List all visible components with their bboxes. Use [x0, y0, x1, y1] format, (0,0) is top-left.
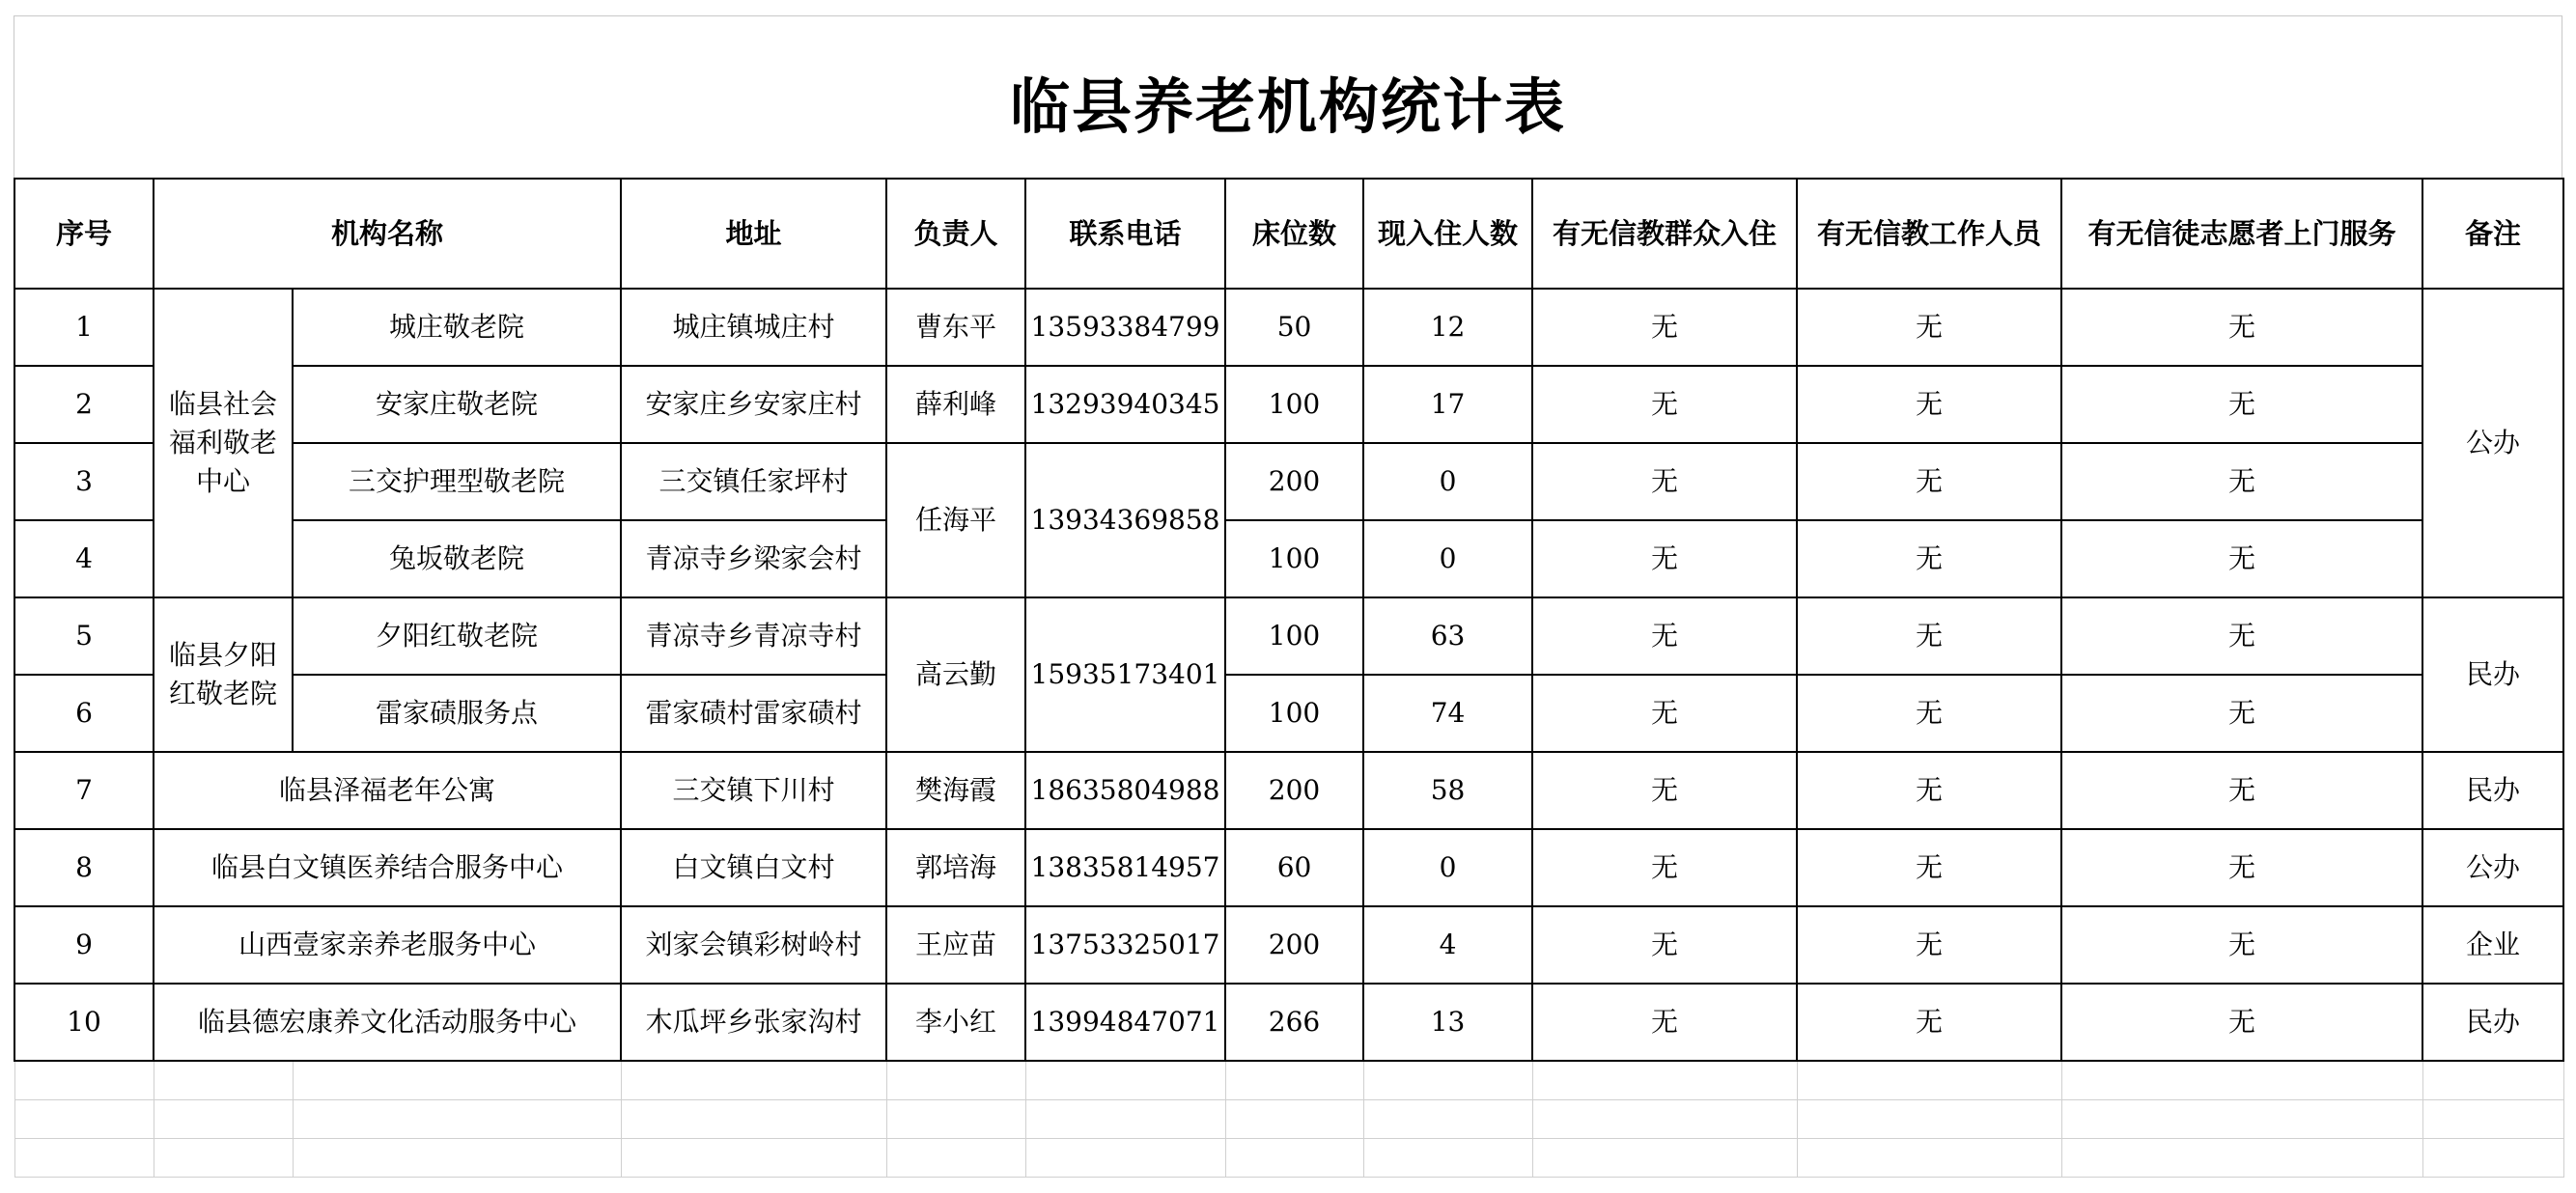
cell-name[interactable]: 三交护理型敬老院: [293, 443, 621, 520]
header-row: [14, 179, 2563, 289]
empty-cell[interactable]: [1225, 1099, 1363, 1138]
cell-name[interactable]: 安家庄敬老院: [293, 366, 621, 443]
cell-volunteer-service[interactable]: 无: [2061, 829, 2422, 906]
cell-phone[interactable]: 13994847071: [1025, 984, 1225, 1061]
cell-religious-residents[interactable]: 无: [1532, 443, 1797, 520]
cell-religious-residents[interactable]: 无: [1532, 752, 1797, 829]
cell-name[interactable]: 临县德宏康养文化活动服务中心: [154, 984, 621, 1061]
cell-address[interactable]: 木瓜坪乡张家沟村: [621, 984, 886, 1061]
cell-beds[interactable]: 100: [1225, 366, 1363, 443]
cell-manager[interactable]: 李小红: [886, 984, 1025, 1061]
cell-address[interactable]: 三交镇任家坪村: [621, 443, 886, 520]
page-title: 临县养老机构统计表: [1009, 71, 1566, 142]
empty-cell[interactable]: [2061, 1061, 2422, 1099]
cell-manager[interactable]: 任海平: [886, 443, 1025, 597]
cell-religious-residents[interactable]: 无: [1532, 366, 1797, 443]
cell-address[interactable]: 城庄镇城庄村: [621, 289, 886, 366]
cell-no[interactable]: 9: [14, 906, 154, 984]
empty-row: [14, 1099, 2563, 1138]
empty-cell[interactable]: [1797, 1061, 2061, 1099]
cell-religious-staff[interactable]: 无: [1797, 906, 2061, 984]
header-cell[interactable]: 有无信徒志愿者上门服务: [2061, 179, 2422, 289]
cell-address[interactable]: 青凉寺乡青凉寺村: [621, 597, 886, 675]
cell-phone[interactable]: 13293940345: [1025, 366, 1225, 443]
cell-no[interactable]: 7: [14, 752, 154, 829]
empty-cell[interactable]: [2061, 1099, 2422, 1138]
cell-phone[interactable]: 18635804988: [1025, 752, 1225, 829]
empty-cell[interactable]: [14, 1061, 154, 1099]
cell-religious-residents[interactable]: 无: [1532, 984, 1797, 1061]
cell-name[interactable]: 兔坂敬老院: [293, 520, 621, 597]
cell-religious-residents[interactable]: 无: [1532, 520, 1797, 597]
empty-cell[interactable]: [154, 1099, 293, 1138]
cell-name[interactable]: 临县白文镇医养结合服务中心: [154, 829, 621, 906]
cell-religious-staff[interactable]: 无: [1797, 520, 2061, 597]
cell-no[interactable]: 10: [14, 984, 154, 1061]
table-row: [14, 906, 2563, 984]
cell-no[interactable]: 2: [14, 366, 154, 443]
header-cell[interactable]: 现入住人数: [1363, 179, 1532, 289]
cell-religious-staff[interactable]: 无: [1797, 443, 2061, 520]
cell-religious-staff[interactable]: 无: [1797, 289, 2061, 366]
header-cell[interactable]: 床位数: [1225, 179, 1363, 289]
table-row: [14, 984, 2563, 1061]
header-cell[interactable]: 机构名称: [154, 179, 621, 289]
cell-phone[interactable]: 13593384799: [1025, 289, 1225, 366]
empty-cell[interactable]: [293, 1061, 621, 1099]
empty-cell[interactable]: [1363, 1061, 1532, 1099]
empty-row: [14, 1061, 2563, 1099]
cell-religious-staff[interactable]: 无: [1797, 675, 2061, 752]
empty-cell[interactable]: [886, 1099, 1025, 1138]
cell-address[interactable]: 刘家会镇彩树岭村: [621, 906, 886, 984]
cell-manager[interactable]: 樊海霞: [886, 752, 1025, 829]
cell-religious-residents[interactable]: 无: [1532, 675, 1797, 752]
cell-address[interactable]: 安家庄乡安家庄村: [621, 366, 886, 443]
cell-name[interactable]: 夕阳红敬老院: [293, 597, 621, 675]
cell-phone[interactable]: 13753325017: [1025, 906, 1225, 984]
cell-name[interactable]: 雷家碛服务点: [293, 675, 621, 752]
cell-religious-staff[interactable]: 无: [1797, 984, 2061, 1061]
table-row: [14, 443, 2563, 520]
cell-no[interactable]: 1: [14, 289, 154, 366]
cell-volunteer-service[interactable]: 无: [2061, 289, 2422, 366]
empty-row: [14, 1138, 2563, 1177]
cell-beds[interactable]: 60: [1225, 829, 1363, 906]
cell-religious-staff[interactable]: 无: [1797, 366, 2061, 443]
cell-residents[interactable]: 58: [1363, 752, 1532, 829]
table-row: [14, 752, 2563, 829]
cell-residents[interactable]: 17: [1363, 366, 1532, 443]
cell-address[interactable]: 三交镇下川村: [621, 752, 886, 829]
cell-beds[interactable]: 200: [1225, 906, 1363, 984]
cell-religious-staff[interactable]: 无: [1797, 829, 2061, 906]
empty-cell[interactable]: [1025, 1061, 1225, 1099]
cell-beds[interactable]: 100: [1225, 597, 1363, 675]
empty-cell[interactable]: [293, 1099, 621, 1138]
cell-group-name[interactable]: 临县夕阳红敬老院: [154, 597, 293, 752]
header-cell[interactable]: 联系电话: [1025, 179, 1225, 289]
header-cell[interactable]: 序号: [14, 179, 154, 289]
empty-cell[interactable]: [1797, 1099, 2061, 1138]
empty-cell[interactable]: [621, 1061, 886, 1099]
cell-residents[interactable]: 0: [1363, 443, 1532, 520]
empty-cell[interactable]: [886, 1138, 1025, 1177]
cell-note[interactable]: 公办: [2422, 289, 2563, 597]
cell-residents[interactable]: 63: [1363, 597, 1532, 675]
table-row: [14, 289, 2563, 366]
empty-cell[interactable]: [2422, 1061, 2563, 1099]
table-row: [14, 520, 2563, 597]
empty-cell[interactable]: [1797, 1138, 2061, 1177]
empty-cell[interactable]: [621, 1138, 886, 1177]
cell-volunteer-service[interactable]: 无: [2061, 443, 2422, 520]
cell-residents[interactable]: 13: [1363, 984, 1532, 1061]
cell-no[interactable]: 5: [14, 597, 154, 675]
cell-manager[interactable]: 王应苗: [886, 906, 1025, 984]
empty-cell[interactable]: [1532, 1138, 1797, 1177]
empty-cell[interactable]: [886, 1061, 1025, 1099]
cell-beds[interactable]: 200: [1225, 443, 1363, 520]
cell-residents[interactable]: 4: [1363, 906, 1532, 984]
empty-cell[interactable]: [1025, 1099, 1225, 1138]
table-row: [14, 829, 2563, 906]
cell-address[interactable]: 雷家碛村雷家碛村: [621, 675, 886, 752]
header-cell[interactable]: 有无信教工作人员: [1797, 179, 2061, 289]
empty-cell[interactable]: [1363, 1099, 1532, 1138]
cell-residents[interactable]: 12: [1363, 289, 1532, 366]
cell-volunteer-service[interactable]: 无: [2061, 752, 2422, 829]
cell-address[interactable]: 白文镇白文村: [621, 829, 886, 906]
cell-phone[interactable]: 13835814957: [1025, 829, 1225, 906]
cell-phone[interactable]: 13934369858: [1025, 443, 1225, 597]
cell-residents[interactable]: 0: [1363, 829, 1532, 906]
cell-no[interactable]: 4: [14, 520, 154, 597]
cell-no[interactable]: 8: [14, 829, 154, 906]
cell-no[interactable]: 3: [14, 443, 154, 520]
cell-manager[interactable]: 郭培海: [886, 829, 1025, 906]
institution-table: [14, 178, 2564, 1178]
cell-religious-residents[interactable]: 无: [1532, 906, 1797, 984]
cell-volunteer-service[interactable]: 无: [2061, 906, 2422, 984]
empty-cell[interactable]: [293, 1138, 621, 1177]
cell-beds[interactable]: 200: [1225, 752, 1363, 829]
empty-cell[interactable]: [14, 1099, 154, 1138]
cell-religious-staff[interactable]: 无: [1797, 597, 2061, 675]
spreadsheet: [14, 15, 2562, 1178]
empty-cell[interactable]: [14, 1138, 154, 1177]
table-row: [14, 597, 2563, 675]
cell-beds[interactable]: 100: [1225, 520, 1363, 597]
cell-name[interactable]: 临县泽福老年公寓: [154, 752, 621, 829]
cell-religious-residents[interactable]: 无: [1532, 597, 1797, 675]
empty-cell[interactable]: [1532, 1061, 1797, 1099]
empty-cell[interactable]: [1225, 1061, 1363, 1099]
empty-cell[interactable]: [621, 1099, 886, 1138]
empty-cell[interactable]: [2422, 1138, 2563, 1177]
header-cell[interactable]: 备注: [2422, 179, 2563, 289]
cell-beds[interactable]: 50: [1225, 289, 1363, 366]
cell-religious-residents[interactable]: 无: [1532, 289, 1797, 366]
empty-cell[interactable]: [1363, 1138, 1532, 1177]
cell-address[interactable]: 青凉寺乡梁家会村: [621, 520, 886, 597]
cell-volunteer-service[interactable]: 无: [2061, 597, 2422, 675]
header-cell[interactable]: 地址: [621, 179, 886, 289]
cell-beds[interactable]: 266: [1225, 984, 1363, 1061]
cell-residents[interactable]: 74: [1363, 675, 1532, 752]
cell-beds[interactable]: 100: [1225, 675, 1363, 752]
empty-cell[interactable]: [1532, 1099, 1797, 1138]
header-cell[interactable]: 负责人: [886, 179, 1025, 289]
title-cell[interactable]: [14, 15, 2562, 178]
empty-cell[interactable]: [2061, 1138, 2422, 1177]
table-row: [14, 366, 2563, 443]
cell-volunteer-service[interactable]: 无: [2061, 984, 2422, 1061]
cell-manager[interactable]: 高云勤: [886, 597, 1025, 752]
empty-cell[interactable]: [154, 1061, 293, 1099]
cell-religious-residents[interactable]: 无: [1532, 829, 1797, 906]
cell-religious-staff[interactable]: 无: [1797, 752, 2061, 829]
cell-no[interactable]: 6: [14, 675, 154, 752]
cell-volunteer-service[interactable]: 无: [2061, 520, 2422, 597]
cell-residents[interactable]: 0: [1363, 520, 1532, 597]
empty-cell[interactable]: [1025, 1138, 1225, 1177]
cell-name[interactable]: 山西壹家亲养老服务中心: [154, 906, 621, 984]
header-cell[interactable]: 有无信教群众入住: [1532, 179, 1797, 289]
empty-cell[interactable]: [1225, 1138, 1363, 1177]
cell-note[interactable]: 民办: [2422, 752, 2563, 829]
empty-cell[interactable]: [2422, 1099, 2563, 1138]
cell-note[interactable]: 民办: [2422, 597, 2563, 752]
table-row: [14, 675, 2563, 752]
empty-cell[interactable]: [154, 1138, 293, 1177]
cell-manager[interactable]: 薛利峰: [886, 366, 1025, 443]
cell-phone[interactable]: 15935173401: [1025, 597, 1225, 752]
cell-note[interactable]: 企业: [2422, 906, 2563, 984]
cell-note[interactable]: 民办: [2422, 984, 2563, 1061]
cell-group-name[interactable]: 临县社会福利敬老中心: [154, 289, 293, 597]
cell-volunteer-service[interactable]: 无: [2061, 366, 2422, 443]
cell-volunteer-service[interactable]: 无: [2061, 675, 2422, 752]
cell-manager[interactable]: 曹东平: [886, 289, 1025, 366]
cell-name[interactable]: 城庄敬老院: [293, 289, 621, 366]
cell-note[interactable]: 公办: [2422, 829, 2563, 906]
